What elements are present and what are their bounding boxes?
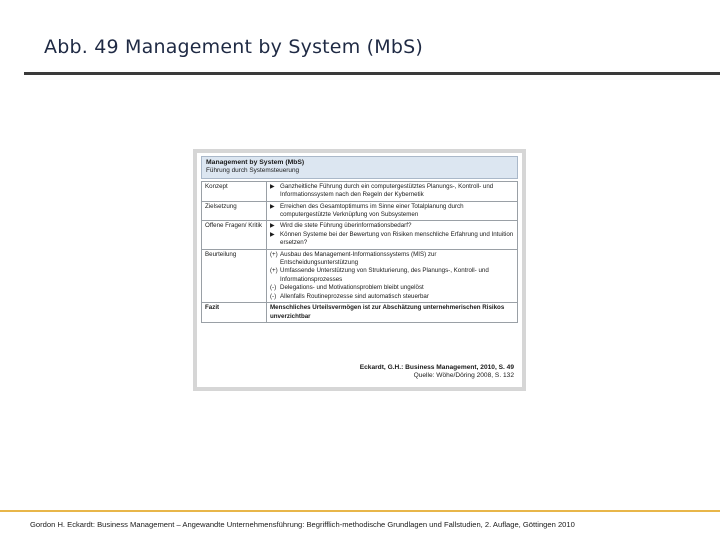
bullet-marker: (-) [270, 292, 277, 300]
list-item [270, 231, 514, 248]
figure-frame [193, 149, 526, 391]
bullet-marker: (+) [270, 267, 278, 275]
table-row [202, 181, 518, 201]
list-item [270, 203, 514, 220]
table-row [202, 201, 518, 221]
item-text: Wird die stete Führung überinformationsbedarf? [280, 222, 412, 230]
bullet-marker: ▶ [270, 222, 275, 230]
figure-source-line-1: Eckardt, G.H.: Business Management, 2010, S. 49 [359, 363, 514, 371]
figure-table [201, 181, 518, 323]
list-item [270, 293, 514, 301]
table-row [202, 249, 518, 302]
footer-citation: Gordon H. Eckardt: Business Management – Angewandte Unternehmensführung: Begrifflich-methodische Grundlagen und Fallstudien, 2. Auflage, Göttingen 2010 [30, 520, 575, 529]
row-content [267, 201, 518, 221]
item-text: Ausbau des Management-Informationssystems (MIS) zur Entscheidungsunterstützung [280, 250, 437, 267]
item-text: Allenfalls Routineprozesse sind automatisch steuerbar [280, 292, 429, 300]
table-row [202, 221, 518, 249]
list-item [270, 183, 514, 200]
figure-source-line-2: Quelle: Wöhe/Döring 2008, S. 132 [413, 372, 514, 380]
figure-header [201, 156, 518, 179]
row-content [267, 249, 518, 302]
bullet-marker: (-) [270, 284, 277, 292]
item-text: Können Systeme bei der Bewertung von Risiken menschliche Erfahrung und Intuition ersetzen? [280, 230, 514, 247]
row-label: Konzept [202, 181, 267, 201]
figure-header-title: Management by System (MbS) [206, 159, 305, 166]
row-content [267, 181, 518, 201]
slide-title: Abb. 49 Management by System (MbS) [44, 36, 423, 58]
list-item [270, 251, 514, 268]
bullet-marker: ▶ [270, 230, 275, 238]
item-text: Erreichen des Gesamtoptimums im Sinne einer Totalplanung durch computergestützte Verknüpfung von Subsystemen [280, 202, 464, 219]
fazit-label: Fazit [202, 303, 267, 323]
figure-content [197, 153, 522, 387]
row-label: Beurteilung [202, 249, 267, 302]
list-item [270, 267, 514, 284]
fazit-text: Menschliches Urteilsvermögen ist zur Abschätzung unternehmerischen Risikos unverzichtbar [267, 303, 518, 323]
item-text: Umfassende Unterstützung von Strukturierung, des Planungs-, Kontroll- und Informationsprozesses [280, 267, 489, 283]
row-label: Zielsetzung [202, 201, 267, 221]
item-text: Delegations- und Motivationsproblem bleibt ungelöst [280, 284, 424, 292]
row-label: Offene Fragen/ Kritik [202, 221, 267, 249]
bullet-marker: (+) [270, 250, 278, 258]
footer-divider [0, 510, 720, 512]
title-divider [24, 72, 720, 75]
item-text: Ganzheitliche Führung durch ein computergestütztes Planungs-, Kontroll- und Informationssystem nach den Regeln der Kybernetik [280, 182, 494, 199]
list-item [270, 222, 514, 230]
fazit-row [202, 303, 518, 323]
bullet-marker: ▶ [270, 202, 275, 210]
figure-header-subtitle: Führung durch Systemsteuerung [206, 167, 300, 175]
figure-source [360, 364, 514, 381]
list-item [270, 284, 514, 292]
row-content [267, 221, 518, 249]
bullet-marker: ▶ [270, 182, 275, 190]
